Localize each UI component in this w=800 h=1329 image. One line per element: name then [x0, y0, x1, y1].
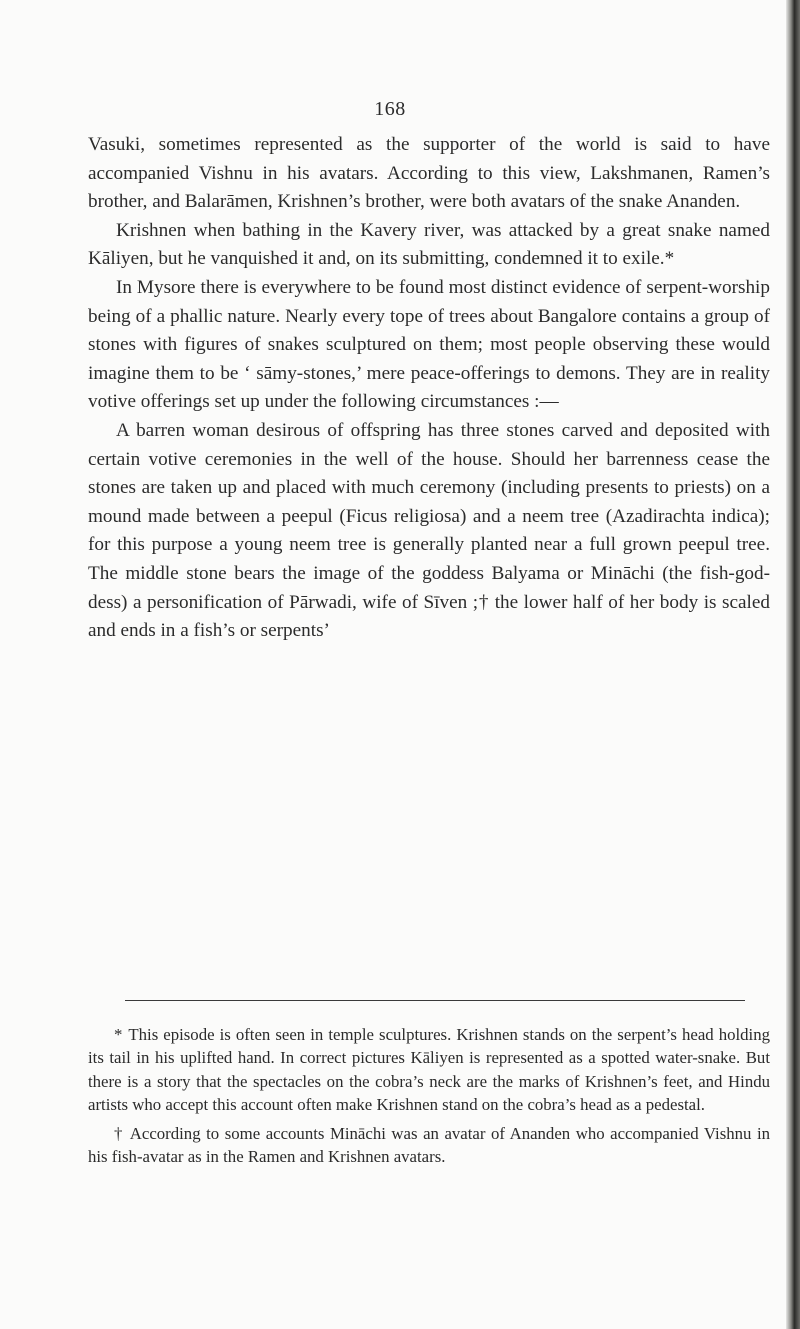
footnote-text: According to some accounts Mināchi was an avatar of Ananden who accompanied Vishnu in his fish-avatar as in the Ramen and Krishnen avatars.	[88, 1123, 770, 1167]
footnote-divider	[125, 1000, 745, 1001]
body-text	[88, 131, 770, 646]
page-number: 168	[374, 98, 406, 120]
paragraph: In Mysore there is everywhere to be found most distinct evidence of serpent-worship being of a phallic nature. Nearly every tope of trees about Bangalore contains a group of stones with figures of snakes sculptured on them; most people observing these would imagine them to be ‘ sāmy-stones,’ mere peace-offerings to demons. They are in reality votive offerings set up under the following circumstances :—	[88, 276, 770, 413]
footnote	[88, 1122, 770, 1169]
paragraph: Krishnen when bathing in the Kavery river, was attacked by a great snake named Kāliyen, but he vanquished it and, on its submitting, condemned it to exile.*	[88, 219, 770, 270]
paragraph: A barren woman desirous of offspring has three stones carved and deposited with certain votive ceremonies in the well of the house. Should her barrenness cease the stones are taken up and placed with much ceremony (including presents to priests) on a mound made between a peepul (Ficus religiosa) and a neem tree (Azadirachta indica); for this purpose a young neem tree is generally planted near a full grown peepul tree. The middle stone bears the image of the goddess Balyama or Mināchi (the fish-god-dess) a personification of Pārwadi, wife of Sīven ;† the lower half of her body is scaled and ends in a fish’s or serpents’	[88, 419, 770, 642]
footnote-text: This episode is often seen in temple sculptures. Krishnen stands on the serpent’s head holding its tail in his uplifted hand. In correct pictures Kāliyen is represented as a spotted water-snake. But there is a story that the spectacles on the cobra’s neck are the marks of Krishnen’s feet, and Hindu artists who accept this account often make Krishnen stand on the cobra’s head as a pedestal.	[88, 1025, 770, 1115]
paragraph: Vasuki, sometimes represented as the supporter of the world is said to have accompanied Vishnu in his avatars. According to this view, Lakshmanen, Ramen’s brother, and Balarāmen, Krishnen’s brother, were both avatars of the snake Ananden.	[88, 134, 770, 213]
page-edge-shadow	[786, 0, 800, 1329]
footnote	[88, 1023, 770, 1117]
footnotes	[88, 1023, 770, 1173]
footnote-marker: †	[114, 1123, 124, 1143]
footnote-marker: *	[114, 1025, 123, 1044]
